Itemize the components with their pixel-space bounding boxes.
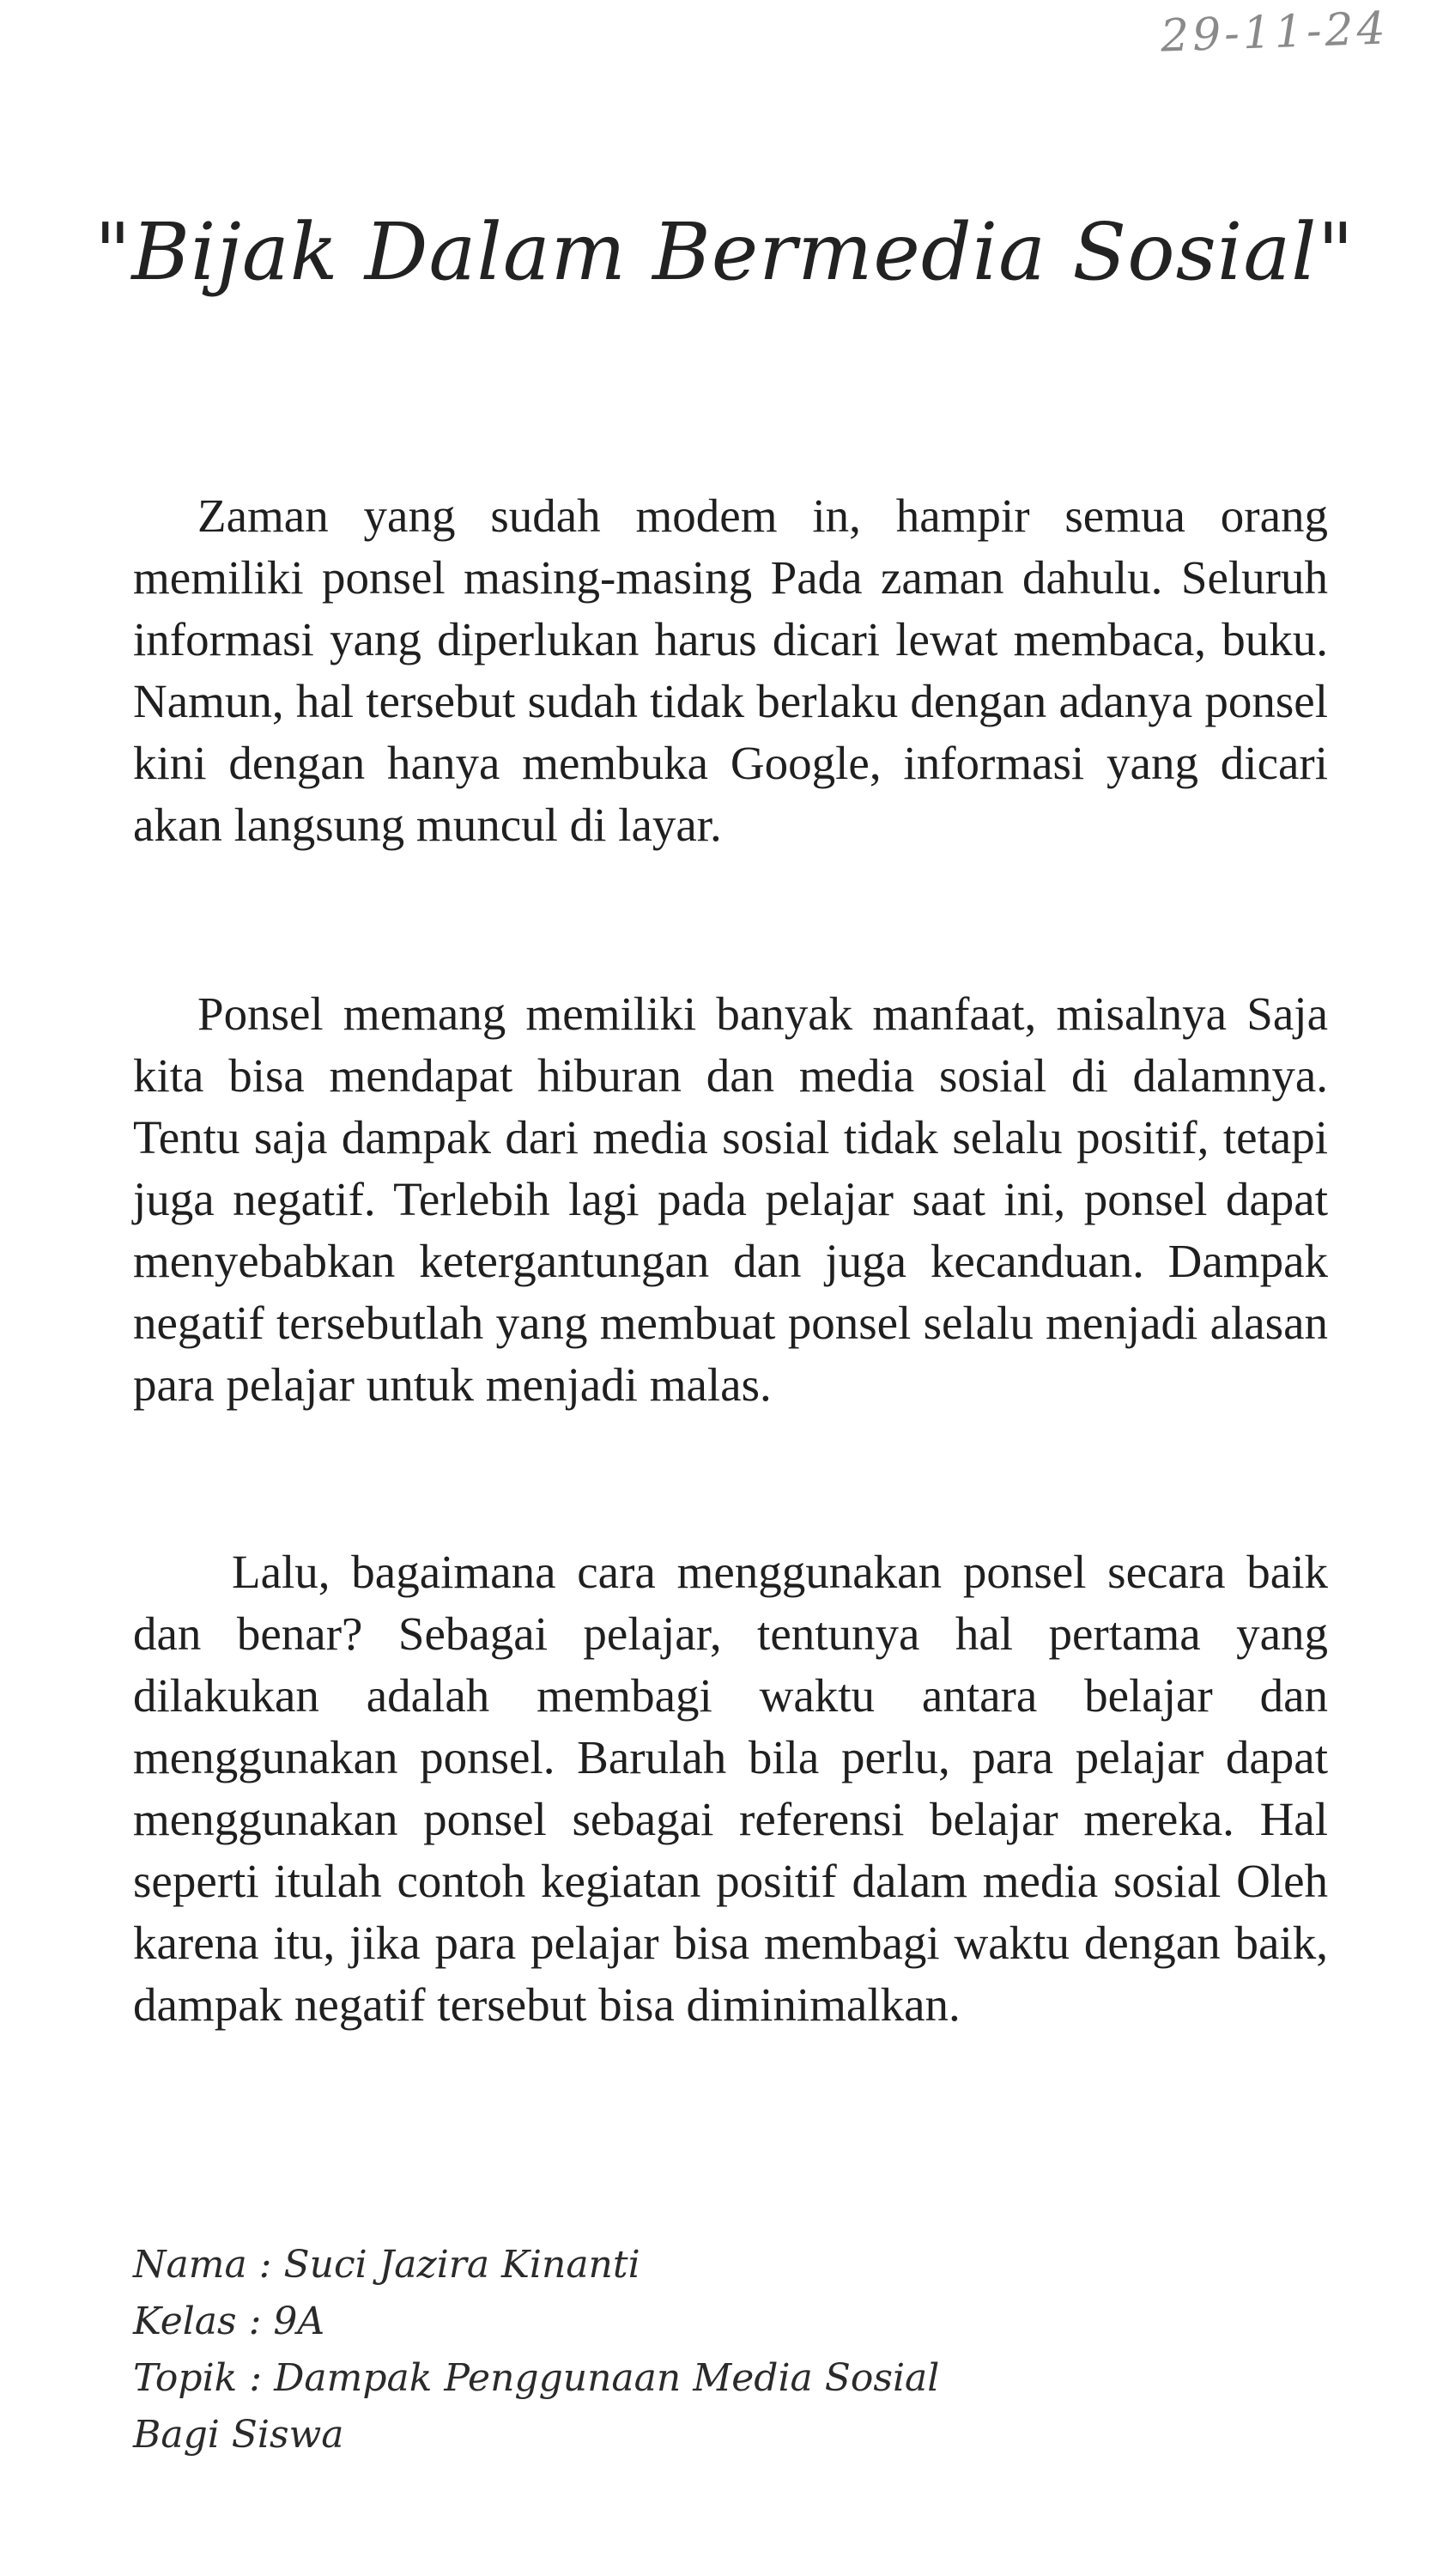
author-name: Nama : Suci Jazira Kinanti bbox=[133, 2243, 640, 2287]
paragraph-1: Zaman yang sudah modem in, hampir semua orang memiliki ponsel masing-masing Pada zaman dahulu. Seluruh informasi yang diperlukan harus dicari lewat membaca, buku. Namun, hal tersebut sudah tidak berlaku dengan adanya ponsel kini dengan hanya membuka Google, informasi yang dicari akan langsung muncul di layar. bbox=[133, 489, 1328, 851]
paragraph-2: Ponsel memang memiliki banyak manfaat, misalnya Saja kita bisa mendapat hiburan dan media sosial di dalamnya. Tentu saja dampak dari media sosial tidak selalu positif, tetapi juga negatif. Terlebih lagi pada pelajar saat ini, ponsel dapat menyebabkan ketergantungan dan juga kecanduan. Dampak negatif tersebutlah yang membuat ponsel selalu menjadi alasan para pelajar untuk menjadi malas. bbox=[133, 987, 1328, 1411]
page-title: "Bijak Dalam Bermedia Sosial" bbox=[94, 206, 1355, 298]
handwritten-date: 29-11-24 bbox=[1160, 3, 1390, 63]
author-class: Kelas : 9A bbox=[133, 2300, 325, 2343]
paragraph-3: Lalu, bagaimana cara menggunakan ponsel secara baik dan benar? Sebagai pelajar, tentunya hal pertama yang dilakukan adalah membagi waktu antara belajar dan menggunakan ponsel. Barulah bila perlu, para pelajar dapat menggunakan ponsel sebagai referensi belajar mereka. Hal seperti itulah contoh kegiatan positif dalam media sosial Oleh karena itu, jika para pelajar bisa membagi waktu dengan baik, dampak negatif tersebut bisa diminimalkan. bbox=[133, 1546, 1328, 2031]
author-info bbox=[133, 2237, 939, 2464]
topic-line-1: Topik : Dampak Penggunaan Media Sosial bbox=[133, 2356, 940, 2400]
topic-line-2: Bagi Siswa bbox=[133, 2413, 344, 2457]
